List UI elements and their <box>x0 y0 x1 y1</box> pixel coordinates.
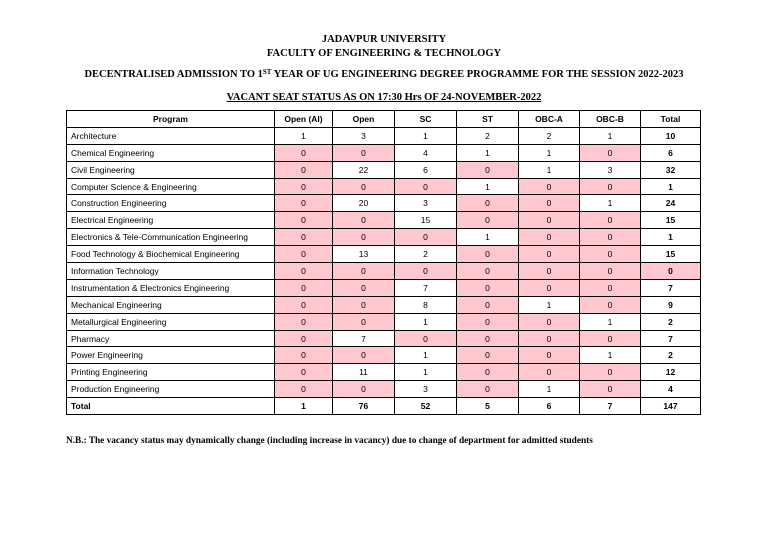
seat-cell: 0 <box>333 263 395 280</box>
program-name: Printing Engineering <box>67 364 275 381</box>
seat-cell: 0 <box>333 296 395 313</box>
seat-cell: 0 <box>519 195 580 212</box>
table-row <box>67 381 701 398</box>
seat-cell: 0 <box>580 178 641 195</box>
table-row <box>67 330 701 347</box>
total-label: Total <box>67 398 275 415</box>
column-header: Open (AI) <box>275 111 333 128</box>
total-cell: 4 <box>641 381 701 398</box>
seat-cell: 0 <box>457 212 519 229</box>
seat-cell: 0 <box>519 246 580 263</box>
seat-cell: 1 <box>457 229 519 246</box>
total-cell: 2 <box>641 313 701 330</box>
seat-cell: 0 <box>395 263 457 280</box>
seat-cell: 0 <box>457 347 519 364</box>
seat-cell: 0 <box>457 161 519 178</box>
university-title: JADAVPUR UNIVERSITY <box>321 34 447 45</box>
seat-cell: 3 <box>395 381 457 398</box>
seat-cell: 2 <box>457 127 519 144</box>
program-name: Metallurgical Engineering <box>67 313 275 330</box>
seat-cell: 0 <box>333 279 395 296</box>
table-row <box>67 195 701 212</box>
seat-cell: 0 <box>457 263 519 280</box>
total-cell: 7 <box>641 330 701 347</box>
total-cell: 5 <box>457 398 519 415</box>
seat-cell: 3 <box>580 161 641 178</box>
seat-cell: 3 <box>333 127 395 144</box>
table-row <box>67 347 701 364</box>
total-cell: 7 <box>641 279 701 296</box>
seat-cell: 2 <box>519 127 580 144</box>
seat-cell: 1 <box>519 161 580 178</box>
table-row <box>67 144 701 161</box>
seat-cell: 0 <box>580 229 641 246</box>
seat-cell: 0 <box>457 330 519 347</box>
program-name: Chemical Engineering <box>67 144 275 161</box>
column-header: Open <box>333 111 395 128</box>
program-name: Pharmacy <box>67 330 275 347</box>
seat-cell: 0 <box>580 296 641 313</box>
seat-cell: 0 <box>457 246 519 263</box>
seat-cell: 0 <box>333 229 395 246</box>
seat-cell: 0 <box>519 263 580 280</box>
column-header: SC <box>395 111 457 128</box>
seat-cell: 0 <box>275 178 333 195</box>
seat-cell: 0 <box>580 381 641 398</box>
total-cell: 76 <box>333 398 395 415</box>
seat-cell: 0 <box>275 364 333 381</box>
seat-cell: 8 <box>395 296 457 313</box>
seat-cell: 1 <box>519 296 580 313</box>
seat-cell: 0 <box>395 330 457 347</box>
table-row <box>67 127 701 144</box>
admission-heading-post: YEAR OF UG ENGINEERING DEGREE PROGRAMME FOR THE SESSION 2022-2023 <box>271 69 684 80</box>
seat-cell: 22 <box>333 161 395 178</box>
seat-cell: 0 <box>275 144 333 161</box>
column-header: Program <box>67 111 275 128</box>
vacant-seat-table <box>66 110 701 415</box>
table-row <box>67 279 701 296</box>
seat-cell: 0 <box>457 381 519 398</box>
seat-cell: 3 <box>395 195 457 212</box>
faculty-title: FACULTY OF ENGINEERING & TECHNOLOGY <box>266 48 502 59</box>
seat-cell: 0 <box>275 296 333 313</box>
vacancy-note: N.B.: The vacancy status may dynamically change (including increase in vacancy) due to change of department for admitted students <box>66 436 593 446</box>
program-name: Architecture <box>67 127 275 144</box>
seat-cell: 20 <box>333 195 395 212</box>
seat-cell: 11 <box>333 364 395 381</box>
seat-cell: 7 <box>333 330 395 347</box>
seat-cell: 0 <box>333 381 395 398</box>
seat-cell: 0 <box>580 246 641 263</box>
seat-cell: 0 <box>275 381 333 398</box>
table-row <box>67 161 701 178</box>
total-cell: 2 <box>641 347 701 364</box>
program-name: Production Engineering <box>67 381 275 398</box>
seat-cell: 4 <box>395 144 457 161</box>
seat-cell: 1 <box>457 144 519 161</box>
seat-cell: 0 <box>333 212 395 229</box>
program-name: Computer Science & Engineering <box>67 178 275 195</box>
total-cell: 15 <box>641 212 701 229</box>
admission-heading <box>0 68 768 81</box>
total-cell: 7 <box>580 398 641 415</box>
total-cell: 147 <box>641 398 701 415</box>
seat-cell: 6 <box>395 161 457 178</box>
column-header: Total <box>641 111 701 128</box>
seat-cell: 0 <box>275 161 333 178</box>
seat-cell: 0 <box>457 364 519 381</box>
total-cell: 1 <box>641 229 701 246</box>
seat-cell: 0 <box>333 313 395 330</box>
admission-heading-ordinal: ST <box>262 68 272 76</box>
seat-cell: 0 <box>519 279 580 296</box>
seat-cell: 1 <box>519 381 580 398</box>
table-row <box>67 364 701 381</box>
seat-cell: 0 <box>333 178 395 195</box>
seat-cell: 1 <box>457 178 519 195</box>
program-name: Power Engineering <box>67 347 275 364</box>
total-cell: 32 <box>641 161 701 178</box>
total-cell: 0 <box>641 263 701 280</box>
column-header: OBC-B <box>580 111 641 128</box>
seat-cell: 0 <box>275 313 333 330</box>
seat-cell: 1 <box>395 313 457 330</box>
seat-cell: 0 <box>275 347 333 364</box>
seat-cell: 0 <box>275 279 333 296</box>
total-cell: 15 <box>641 246 701 263</box>
seat-cell: 0 <box>333 347 395 364</box>
seat-cell: 0 <box>275 246 333 263</box>
total-cell: 6 <box>519 398 580 415</box>
table-row <box>67 246 701 263</box>
seat-cell: 0 <box>275 195 333 212</box>
seat-cell: 0 <box>580 279 641 296</box>
seat-cell: 0 <box>519 330 580 347</box>
seat-cell: 0 <box>457 313 519 330</box>
seat-cell: 0 <box>395 178 457 195</box>
vacant-status-heading: VACANT SEAT STATUS AS ON 17:30 Hrs OF 24-NOVEMBER-2022 <box>226 92 542 103</box>
program-name: Electronics & Tele-Communication Engineering <box>67 229 275 246</box>
total-cell: 12 <box>641 364 701 381</box>
program-name: Mechanical Engineering <box>67 296 275 313</box>
seat-cell: 0 <box>333 144 395 161</box>
seat-cell: 0 <box>519 229 580 246</box>
total-cell: 9 <box>641 296 701 313</box>
seat-cell: 0 <box>580 330 641 347</box>
seat-cell: 0 <box>457 279 519 296</box>
seat-cell: 0 <box>580 212 641 229</box>
seat-cell: 1 <box>275 127 333 144</box>
seat-cell: 0 <box>580 144 641 161</box>
seat-cell: 13 <box>333 246 395 263</box>
seat-cell: 0 <box>457 296 519 313</box>
table-row <box>67 178 701 195</box>
seat-cell: 0 <box>275 229 333 246</box>
seat-cell: 1 <box>395 127 457 144</box>
seat-cell: 0 <box>519 212 580 229</box>
seat-cell: 0 <box>519 347 580 364</box>
program-name: Electrical Engineering <box>67 212 275 229</box>
program-name: Food Technology & Biochemical Engineering <box>67 246 275 263</box>
seat-cell: 2 <box>395 246 457 263</box>
seat-cell: 0 <box>519 178 580 195</box>
seat-cell: 1 <box>519 144 580 161</box>
seat-cell: 0 <box>580 263 641 280</box>
seat-cell: 15 <box>395 212 457 229</box>
table-row <box>67 313 701 330</box>
seat-cell: 0 <box>519 313 580 330</box>
seat-cell: 1 <box>580 127 641 144</box>
total-row <box>67 398 701 415</box>
total-cell: 1 <box>641 178 701 195</box>
program-name: Construction Engineering <box>67 195 275 212</box>
table-row <box>67 263 701 280</box>
program-name: Information Technology <box>67 263 275 280</box>
seat-cell: 1 <box>580 195 641 212</box>
seat-cell: 1 <box>395 364 457 381</box>
total-cell: 1 <box>275 398 333 415</box>
table-row <box>67 212 701 229</box>
total-cell: 10 <box>641 127 701 144</box>
seat-cell: 0 <box>275 263 333 280</box>
program-name: Instrumentation & Electronics Engineering <box>67 279 275 296</box>
table-header-row <box>67 111 701 128</box>
seat-cell: 0 <box>519 364 580 381</box>
seat-cell: 0 <box>395 229 457 246</box>
seat-cell: 7 <box>395 279 457 296</box>
seat-cell: 1 <box>395 347 457 364</box>
column-header: ST <box>457 111 519 128</box>
seat-cell: 1 <box>580 347 641 364</box>
seat-cell: 0 <box>275 330 333 347</box>
column-header: OBC-A <box>519 111 580 128</box>
seat-cell: 0 <box>580 364 641 381</box>
seat-cell: 0 <box>275 212 333 229</box>
program-name: Civil Engineering <box>67 161 275 178</box>
total-cell: 6 <box>641 144 701 161</box>
seat-cell: 0 <box>457 195 519 212</box>
table-row <box>67 296 701 313</box>
admission-heading-pre: DECENTRALISED ADMISSION TO 1 <box>84 69 263 80</box>
total-cell: 52 <box>395 398 457 415</box>
table-row <box>67 229 701 246</box>
total-cell: 24 <box>641 195 701 212</box>
seat-cell: 1 <box>580 313 641 330</box>
